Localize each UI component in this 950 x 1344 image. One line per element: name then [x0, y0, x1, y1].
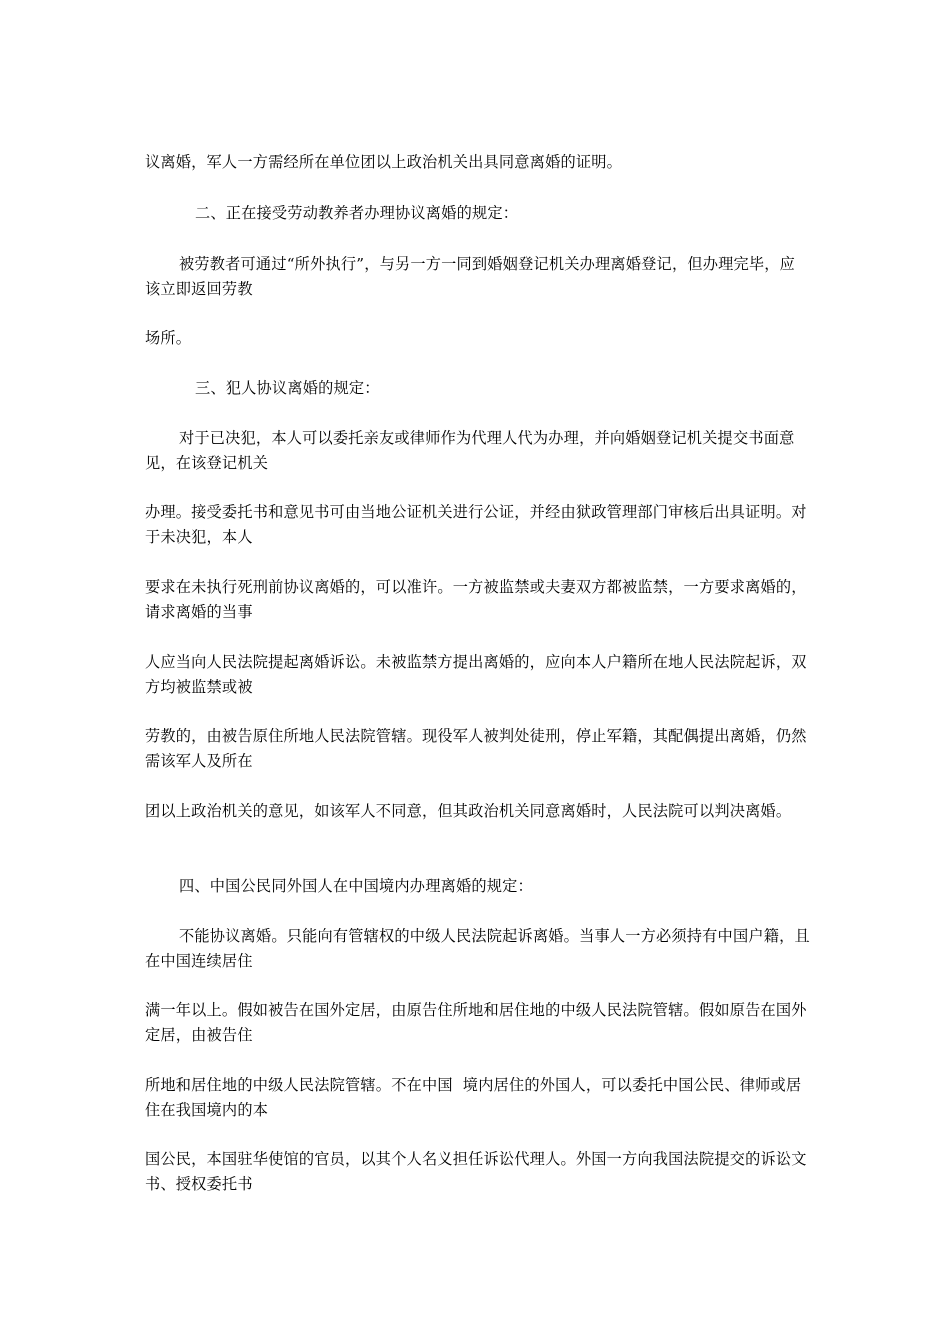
paragraph-military-opinion: 团以上政治机关的意见，如该军人不同意，但其政治机关同意离婚时，人民法院可以判决离婚。 [145, 802, 792, 820]
paragraph-jurisdiction: 劳教的，由被告原住所地人民法院管辖。现役军人被判处徒刑，停止军籍，其配偶提出离婚，仍然需该军人及所在 [145, 727, 807, 770]
paragraph-notarization: 办理。接受委托书和意见书可由当地公证机关进行公证，并经由狱政管理部门审核后出具证明。对于未决犯，本人 [145, 503, 807, 546]
paragraph-foreign-documents: 国公民，本国驻华使馆的官员，以其个人名义担任诉讼代理人。外国一方向我国法院提交的诉讼文书、授权委托书 [145, 1150, 807, 1193]
heading-section-two: 二、正在接受劳动教养者办理协议离婚的规定： [195, 204, 519, 222]
paragraph-military-divorce-tail: 议离婚，军人一方需经所在单位团以上政治机关出具同意离婚的证明。 [145, 153, 623, 171]
heading-section-three: 三、犯人协议离婚的规定： [195, 379, 380, 397]
paragraph-reeducation: 被劳教者可通过“所外执行”，与另一方一同到婚姻登记机关办理离婚登记，但办理完毕，应该立即返回劳教 [145, 255, 796, 298]
heading-section-four: 四、中国公民同外国人在中国境内办理离婚的规定： [179, 877, 533, 895]
paragraph-foreign-agent: 所地和居住地的中级人民法院管辖。不在中国 境内居住的外国人，可以委托中国公民、律师或居住在我国境内的本 [145, 1076, 802, 1119]
paragraph-residence: 满一年以上。假如被告在国外定居，由原告住所地和居住地的中级人民法院管辖。假如原告在国外定居，由被告住 [145, 1001, 807, 1044]
paragraph-death-penalty: 要求在未执行死刑前协议离婚的，可以准许。一方被监禁或夫妻双方都被监禁，一方要求离婚的，请求离婚的当事 [145, 578, 807, 621]
paragraph-foreign-no-agreement: 不能协议离婚。只能向有管辖权的中级人民法院起诉离婚。当事人一方必须持有中国户籍，且在中国连续居住 [145, 927, 810, 970]
paragraph-convicted: 对于已决犯，本人可以委托亲友或律师作为代理人代为办理，并向婚姻登记机关提交书面意见，在该登记机关 [145, 429, 795, 472]
paragraph-reeducation-tail: 场所。 [145, 329, 192, 347]
paragraph-court-filing: 人应当向人民法院提起离婚诉讼。未被监禁方提出离婚的，应向本人户籍所在地人民法院起诉，双方均被监禁或被 [145, 653, 807, 696]
